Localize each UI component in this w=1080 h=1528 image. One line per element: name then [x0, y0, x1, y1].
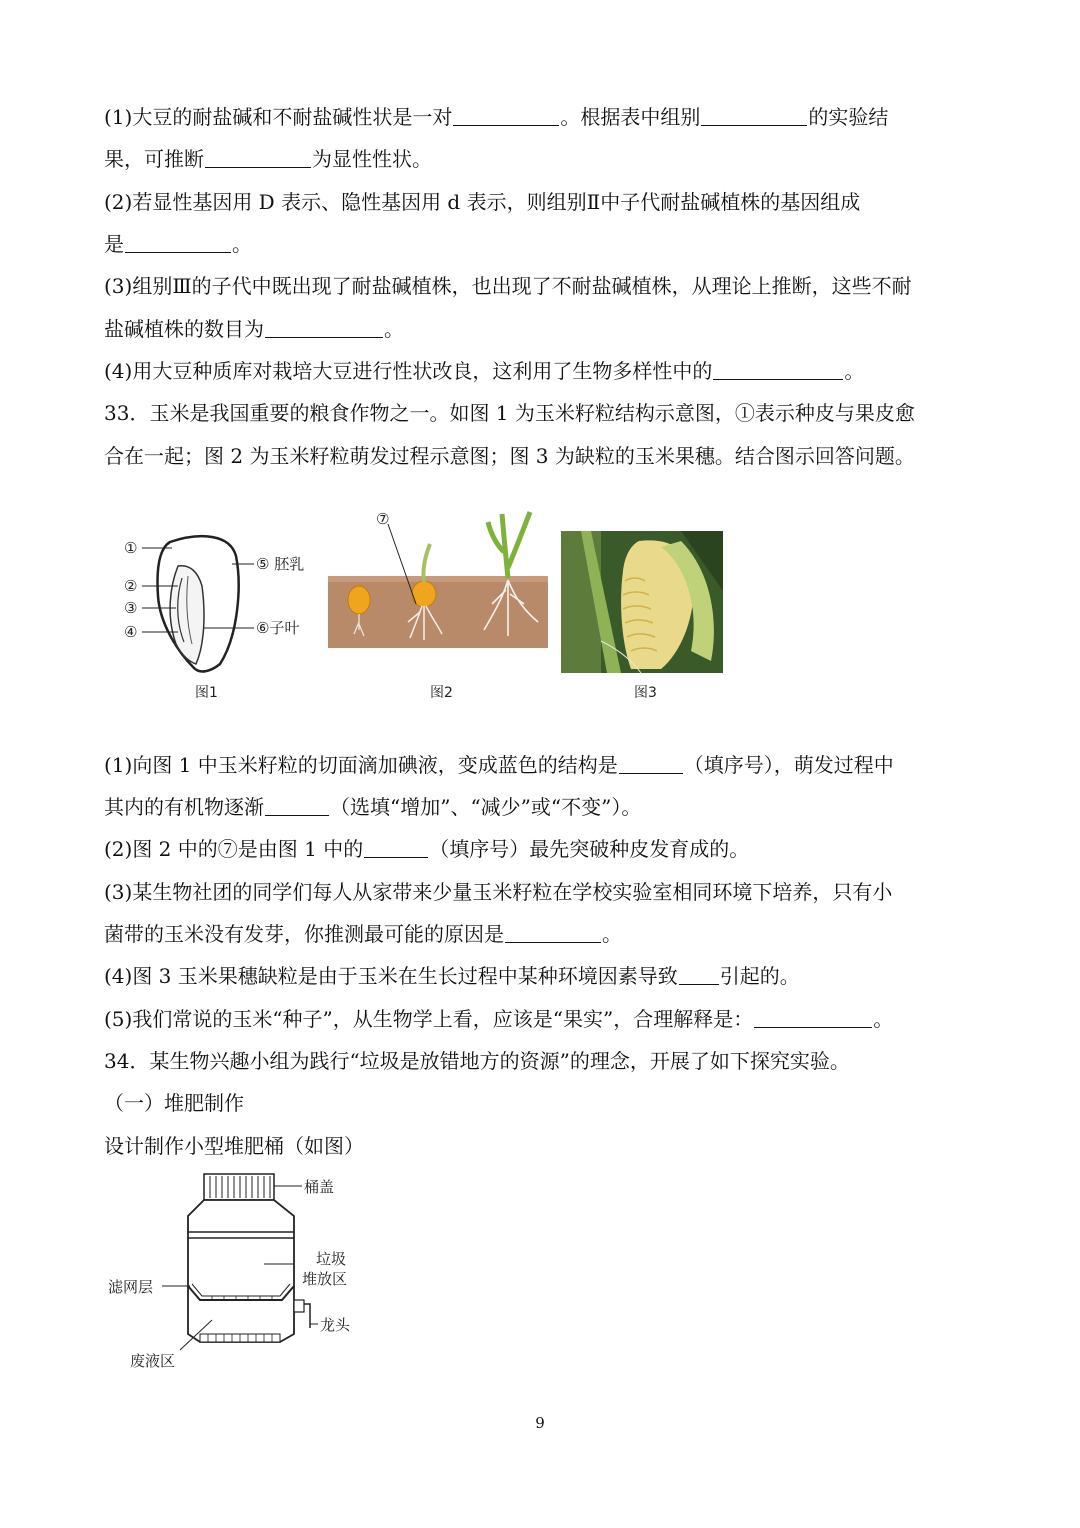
q34-design-line: 设计制作小型堆肥桶（如图） [104, 1134, 364, 1158]
answer-blank[interactable] [505, 922, 601, 943]
answer-blank[interactable] [364, 837, 428, 858]
answer-blank[interactable] [205, 147, 311, 168]
answer-blank[interactable] [619, 753, 683, 774]
label-waste-area-2: 堆放区 [302, 1270, 348, 1288]
label-6-cotyledon: ⑥子叶 [256, 619, 300, 637]
figure-1-caption: 图1 [195, 685, 218, 701]
seedling-stage-3 [488, 512, 530, 578]
label-waste-area-1: 垃圾 [316, 1250, 347, 1268]
answer-blank[interactable] [754, 1007, 872, 1028]
q33-sub1-line2: 其内的有机物逐渐 （选填“增加”、“减少”或“不变”）。 [104, 795, 642, 819]
q32-part3-line2: 盐碱植株的数目为 。 [104, 317, 404, 341]
q33-sub5-line: (5)我们常说的玉米“种子”，从生物学上看，应该是“果实”，合理解释是： 。 [104, 1007, 894, 1031]
q33-sub4-line: (4)图 3 玉米果穗缺粒是由于玉米在生长过程中某种环境因素导致 引起的。 [104, 964, 800, 988]
answer-blank[interactable] [265, 317, 383, 338]
compost-bin-figure [104, 1170, 364, 1376]
bin-body [188, 1200, 294, 1342]
figure-3-caption: 图3 [634, 685, 657, 701]
figure-3-corn-ear-photo [561, 531, 723, 673]
tap [294, 1300, 304, 1312]
q33-sub1-line1: (1)向图 1 中玉米籽粒的切面滴加碘液，变成蓝色的结构是 （填序号），萌发过程中 [104, 753, 894, 777]
label-filter: 滤网层 [108, 1278, 154, 1296]
q32-part3-line1: (3)组别Ⅲ的子代中既出现了耐盐碱植株，也出现了不耐盐碱植株，从理论上推断，这些不耐 [104, 274, 912, 298]
q34-intro: 34．某生物兴趣小组为践行“垃圾是放错地方的资源”的理念，开展了如下探究实验。 [104, 1049, 850, 1073]
seed-stage-1 [348, 586, 370, 614]
q32-part4-line: (4)用大豆种质库对栽培大豆进行性状改良，这利用了生物多样性中的 。 [104, 359, 865, 383]
q32-part2-line2: 是 。 [104, 232, 252, 256]
label-2: ② [124, 577, 138, 595]
q32-part1-line2: 果，可推断 为显性性状。 [104, 147, 432, 171]
answer-blank[interactable] [713, 359, 843, 380]
q33-sub3-line2: 菌带的玉米没有发芽，你推测最可能的原因是 。 [104, 922, 622, 946]
label-tap: 龙头 [320, 1316, 351, 1334]
answer-blank[interactable] [679, 964, 719, 985]
figure-2-germination [326, 508, 550, 652]
answer-blank[interactable] [125, 232, 231, 253]
q34-section-1-title: （一）堆肥制作 [104, 1091, 244, 1115]
answer-blank[interactable] [453, 105, 559, 126]
label-4: ④ [124, 623, 138, 641]
label-5-endosperm: ⑤ 胚乳 [256, 555, 305, 573]
figure-1-corn-kernel [120, 526, 320, 676]
label-7: ⑦ [376, 510, 390, 528]
page-number: 9 [535, 1414, 545, 1432]
answer-blank[interactable] [701, 105, 807, 126]
figure-2-caption: 图2 [430, 685, 453, 701]
label-3: ③ [124, 599, 138, 617]
q33-sub2-line: (2)图 2 中的⑦是由图 1 中的 （填序号）最先突破种皮发育成的。 [104, 837, 750, 861]
q33-sub3-line1: (3)某生物社团的同学们每人从家带来少量玉米籽粒在学校实验室相同环境下培养，只有小 [104, 880, 893, 904]
label-1: ① [124, 539, 138, 557]
label-lid: 桶盖 [304, 1178, 335, 1196]
q33-intro-line1: 33．玉米是我国重要的粮食作物之一。如图 1 为玉米籽粒结构示意图，①表示种皮与果皮愈 [104, 401, 915, 425]
label-liquid-area: 废液区 [130, 1352, 176, 1370]
q33-intro-line2: 合在一起；图 2 为玉米籽粒萌发过程示意图；图 3 为缺粒的玉米果穗。结合图示回答问题。 [104, 444, 915, 468]
q32-part1-line1: (1)大豆的耐盐碱和不耐盐碱性状是一对 。根据表中组别 的实验结 [104, 105, 889, 129]
q32-part2-line1: (2)若显性基因用 D 表示、隐性基因用 d 表示，则组别Ⅱ中子代耐盐碱植株的基因组成 [104, 190, 861, 214]
answer-blank[interactable] [265, 795, 329, 816]
